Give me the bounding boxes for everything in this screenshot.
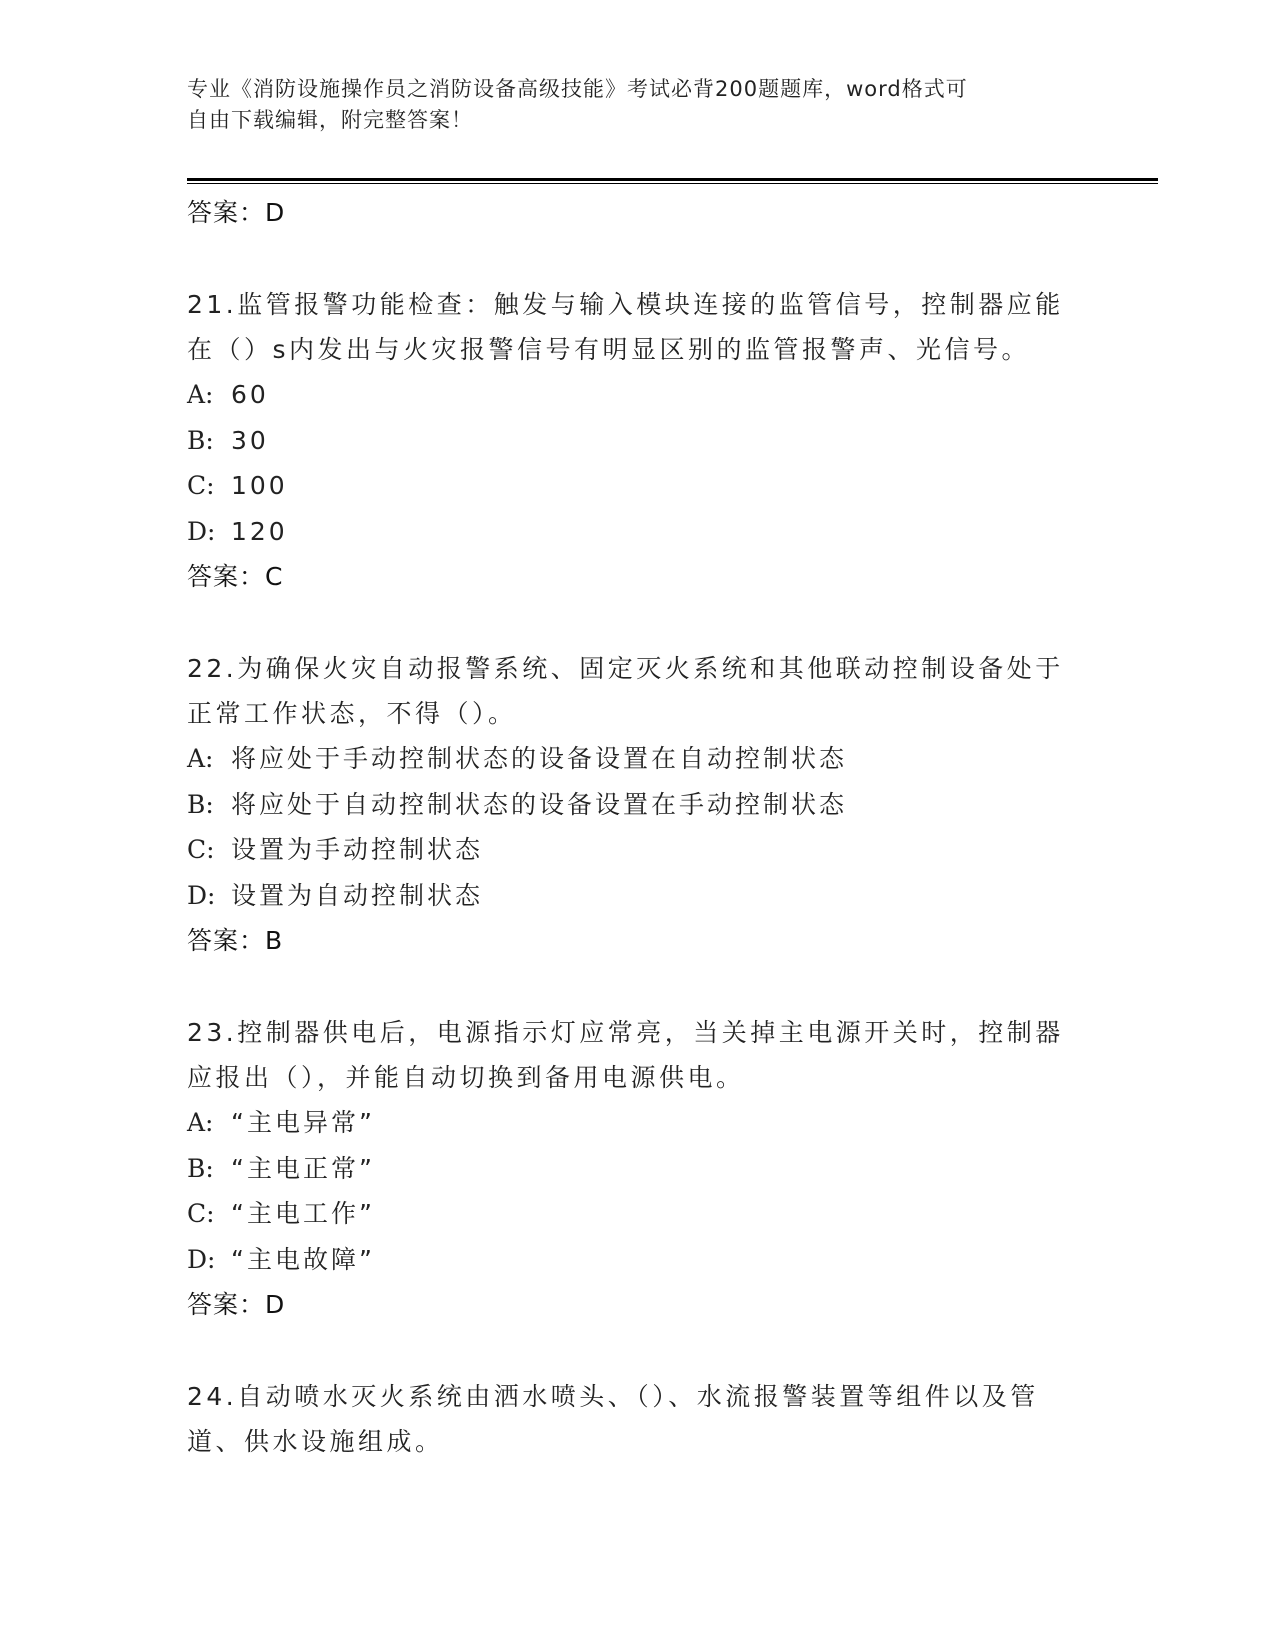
option-d (187, 1237, 1087, 1283)
option-text: “主电异常” (231, 1108, 375, 1137)
option-text: 30 (231, 425, 269, 455)
header-line-2: 自由下载编辑，附完整答案！ (187, 108, 473, 132)
option-text: 将应处于自动控制状态的设备设置在手动控制状态 (231, 789, 848, 819)
question-stem: 21.监管报警功能检查：触发与输入模块连接的监管信号，控制器应能在（）s内发出与火灾报警信号有明显区别的监管报警声、光信号。 (187, 290, 1064, 364)
option-letter: C: (187, 835, 215, 864)
option-letter: B: (187, 1153, 214, 1183)
question-block (187, 1374, 1087, 1464)
option-letter: C: (187, 1199, 215, 1228)
option-a (187, 736, 1087, 782)
option-letter: A: (187, 380, 214, 409)
answer-label: 答案：C (187, 562, 284, 591)
option-b (187, 782, 1087, 828)
option-text: 100 (231, 471, 288, 500)
option-letter: A: (187, 1108, 214, 1137)
option-letter: D: (187, 880, 216, 910)
option-c (187, 827, 1087, 873)
option-b (187, 1146, 1087, 1192)
option-a (187, 1100, 1087, 1146)
option-d (187, 509, 1087, 555)
option-letter: D: (187, 516, 216, 546)
option-text: “主电正常” (231, 1153, 375, 1183)
answer-label: 答案：D (187, 198, 286, 227)
option-c (187, 463, 1087, 509)
option-d (187, 873, 1087, 919)
option-text: 60 (231, 380, 269, 409)
option-letter: D: (187, 1244, 216, 1274)
page-header (187, 74, 1087, 136)
option-text: 设置为手动控制状态 (231, 835, 484, 864)
option-a (187, 372, 1087, 418)
option-text: 将应处于手动控制状态的设备设置在自动控制状态 (231, 744, 848, 773)
answer-label: 答案：D (187, 1290, 286, 1319)
option-text: “主电故障” (231, 1244, 375, 1274)
question-list (187, 188, 1087, 1464)
option-letter: C: (187, 471, 215, 500)
header-divider (187, 178, 1158, 181)
question-block (187, 646, 1087, 963)
question-block (187, 282, 1087, 599)
answer-label: 答案：B (187, 926, 284, 955)
option-letter: B: (187, 425, 214, 455)
option-c (187, 1191, 1087, 1237)
option-letter: B: (187, 789, 214, 819)
question-stem: 22.为确保火灾自动报警系统、固定灭火系统和其他联动控制设备处于正常工作状态，不得（）。 (187, 654, 1064, 728)
question-stem: 24.自动喷水灭火系统由洒水喷头、（）、水流报警装置等组件以及管道、供水设施组成。 (187, 1382, 1039, 1456)
header-divider-thin (187, 183, 1158, 184)
header-line-1: 专业《消防设施操作员之消防设备高级技能》考试必背200题题库，word格式可 (187, 77, 968, 101)
question-block (187, 1010, 1087, 1327)
option-b (187, 418, 1087, 464)
option-text: “主电工作” (231, 1199, 375, 1228)
option-letter: A: (187, 744, 214, 773)
option-text: 120 (231, 516, 288, 546)
question-stem: 23.控制器供电后，电源指示灯应常亮，当关掉主电源开关时，控制器应报出（），并能自动切换到备用电源供电。 (187, 1018, 1064, 1092)
option-text: 设置为自动控制状态 (231, 880, 484, 910)
